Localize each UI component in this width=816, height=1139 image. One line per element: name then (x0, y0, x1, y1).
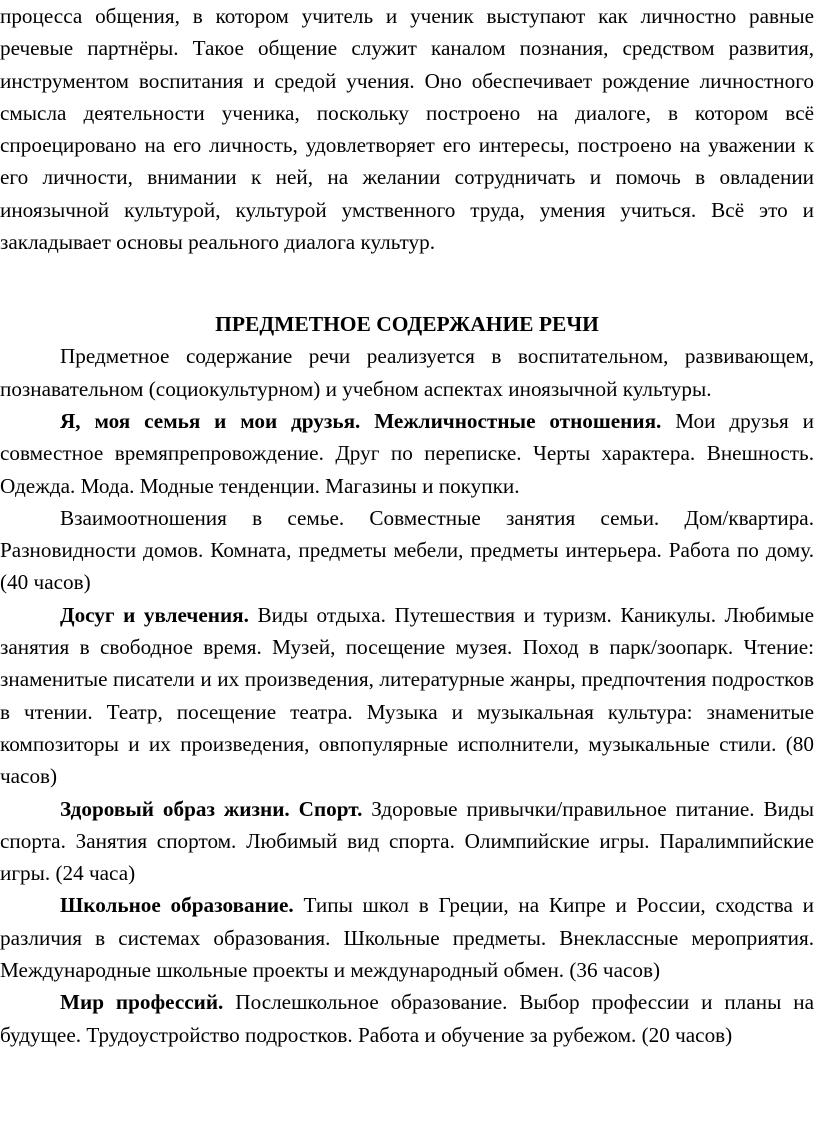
topic-paragraph-health-sport (0, 793, 814, 890)
topic-text: Взаимоотношения в семье. Совместные занятия семьи. Дом/квартира. Разновидности домов. Комната, предметы мебели, предметы интерьера. Работа по дому. (40 часов) (0, 505, 814, 595)
topic-text: Типы школ в Греции, на Кипре и России, сходства и различия в системах образования. Школьные предметы. Внеклассные мероприятия. Международные школьные проекты и международный обмен. (36 часов) (0, 893, 815, 983)
topic-paragraph-family-relations (0, 502, 814, 599)
topic-title: Досуг и увлечения. (60, 602, 249, 627)
topic-paragraph-leisure (0, 599, 814, 793)
topic-title: Я, моя семья и мои друзья. Межличностные отношения. (60, 408, 662, 433)
intro-paragraph: процесса общения, в котором учитель и ученик выступают как личностно равные речевые партнёры. Такое общение служит каналом познания, средством развития, инструментом воспитания и средой учения. Оно обеспечивает рождение личностного смысла деятельности ученика, поскольку построено на диалоге, в котором всё спроецировано на его личность, удовлетворяет его интересы, построено на уважении к его личности, внимании к ней, на желании сотрудничать и помочь в овладении иноязычной культурой, культурой умственного труда, умения учиться. Всё это и закладывает основы реального диалога культур. (0, 4, 814, 255)
topic-text: Мои друзья и совместное времяпрепровождение. Друг по переписке. Черты характера. Внешность. Одежда. Мода. Модные тенденции. Магазины и покупки. (0, 408, 814, 498)
topic-paragraph-professions (0, 986, 814, 1051)
topic-text: Виды отдыха. Путешествия и туризм. Каникулы. Любимые занятия в свободное время. Музей, посещение музея. Поход в парк/зоопарк. Чтение: знаменитые писатели и их произведения, литературные жанры, предпочтения подростков в чтении. Театр, посещение театра. Музыка и музыкальная культура: знаменитые композиторы и их произведения, овпопулярные исполнители, музыкальные стили. (80 часов) (0, 602, 814, 789)
topic-paragraph-family-friends (0, 405, 814, 502)
topic-paragraph-school (0, 889, 814, 986)
topic-text: Послешкольное образование. Выбор профессии и планы на будущее. Трудоустройство подростков. Работа и обучение за рубежом. (20 часов) (0, 990, 814, 1047)
topic-title: Здоровый образ жизни. Спорт. (60, 796, 363, 821)
topic-text: Здоровые привычки/правильное питание. Виды спорта. Занятия спортом. Любимый вид спорта. Олимпийские игры. Паралимпийские игры. (24 часа) (0, 796, 815, 886)
topic-title: Школьное образование. (60, 893, 294, 918)
topic-title: Мир профессий. (60, 990, 224, 1015)
section-intro-paragraph: Предметное содержание речи реализуется в воспитательном, развивающем, познавательном (социокультурном) и учебном аспектах иноязычной культуры. (0, 344, 814, 401)
section-heading: ПРЕДМЕТНОЕ СОДЕРЖАНИЕ РЕЧИ (215, 312, 599, 337)
